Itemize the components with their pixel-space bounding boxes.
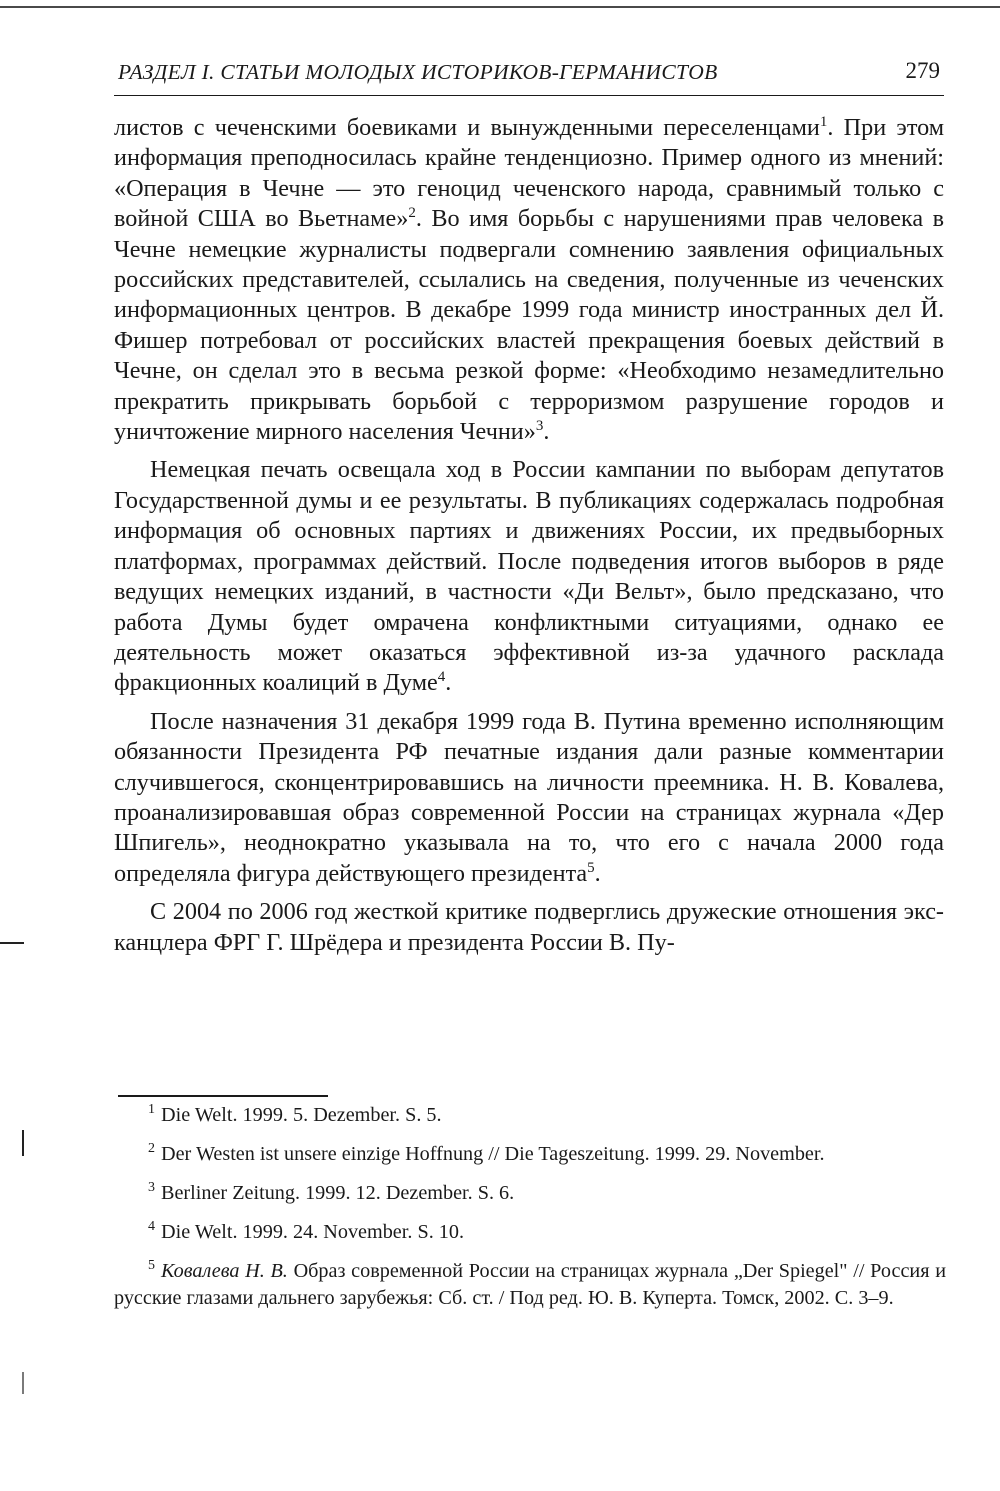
text-run: листов с чеченскими боевиками и вынужденными переселенцами	[114, 114, 820, 141]
footnote	[114, 1141, 946, 1168]
footnote	[114, 1258, 946, 1312]
footnote-number: 3	[148, 1180, 155, 1195]
footnote-ref: 2	[408, 205, 416, 222]
margin-mark	[22, 1372, 24, 1394]
running-head: РАЗДЕЛ I. СТАТЬИ МОЛОДЫХ ИСТОРИКОВ-ГЕРМАНИСТОВ	[118, 60, 718, 84]
paragraph	[114, 707, 944, 889]
footnote-number: 4	[148, 1219, 155, 1234]
footnote-text: Die Welt. 1999. 24. November. S. 10.	[161, 1221, 465, 1243]
paragraph	[114, 113, 944, 447]
footnote	[114, 1102, 946, 1129]
footnote-ref: 4	[437, 669, 446, 686]
footnote-ref: 3	[535, 418, 544, 435]
footnote-text: Die Welt. 1999. 5. Dezember. S. 5.	[161, 1104, 442, 1126]
main-text	[114, 113, 944, 966]
footnote-number: 2	[148, 1141, 155, 1156]
footnote	[114, 1219, 946, 1246]
footnote-rule	[118, 1095, 328, 1097]
text-run: . Во имя борьбы с нарушениями прав человека в Чечне немецкие журналисты подвергали сомнению заявления официальных российских представителей, ссылались на сведения, полученные из чеченских информационных центров. В декабре 1999 года министр иностранных дел Й. Фишер потребовал от российских властей прекращения боевых действий в Чечне, он сделал это в весьма резкой форме: «Необходимо незамедлительно прекратить прикрывать борьбой с терроризмом разрушение городов и уничтожение мирного населения Чечни»	[114, 205, 944, 446]
footnote-author: Ковалева Н. В.	[161, 1260, 288, 1282]
footnote-ref: 1	[819, 114, 828, 130]
margin-mark	[0, 942, 24, 944]
paragraph	[114, 897, 944, 958]
footnote-text: Berliner Zeitung. 1999. 12. Dezember. S. 6.	[161, 1182, 515, 1204]
scan-edge-line	[0, 6, 1000, 8]
text-run: . При этом информация преподносилась крайне тенденциозно. Пример одного из мнений: «Операция в Чечне — это геноцид чеченского народа, сравнимый только с войной США во Вьетнаме»	[114, 114, 945, 233]
text-run: .	[445, 669, 452, 697]
footnote-number: 5	[148, 1258, 155, 1273]
page-header	[114, 52, 944, 96]
footnote-text: Образ современной России на страницах журнала „Der Spiegel" // Россия и русские глазами дальнего зарубежья: Сб. ст. / Под ред. Ю. В. Куперта. Томск, 2002. С. 3–9.	[114, 1260, 947, 1309]
text-run: После назначения 31 декабря 1999 года В. Путина временно исполняющим обязанности Президента РФ печатные издания дали разные комментарии случившегося, сконцентрировавшись на личности преемника. Н. В. Ковалева, проанализировавшая образ современной России на страницах журнала «Дер Шпигель», неоднократно указывала на то, что его с начала 2000 года определяла фигура действующего президента	[114, 707, 944, 887]
paragraph	[114, 455, 944, 698]
text-run: .	[594, 859, 601, 887]
margin-mark	[22, 1130, 24, 1156]
page-number: 279	[905, 58, 940, 83]
text-run: С 2004 по 2006 год жесткой критике подверглись дружеские отношения экс-канцлера ФРГ Г. Шрёдера и президента России В. Пу-	[114, 898, 944, 956]
text-run: .	[543, 418, 550, 446]
footnote-text: Der Westen ist unsere einzige Hoffnung // Die Tageszeitung. 1999. 29. November.	[161, 1143, 825, 1165]
text-run: Немецкая печать освещала ход в России кампании по выборам депутатов Государственной думы и ее результаты. В публикациях содержалась подробная информация об основных партиях и движениях России, их предвыборных платформах, программах действий. После подведения итогов выборов в ряде ведущих немецких изданий, в частности «Ди Вельт», было предсказано, что работа Думы будет омрачена конфликтными ситуациями, однако ее деятельность может оказаться эффективной из-за удачного расклада фракционных коалиций в Думе	[114, 456, 944, 697]
footnote-number: 1	[148, 1102, 155, 1117]
footnotes	[114, 1102, 946, 1324]
footnote-ref: 5	[587, 859, 595, 876]
footnote	[114, 1180, 946, 1207]
